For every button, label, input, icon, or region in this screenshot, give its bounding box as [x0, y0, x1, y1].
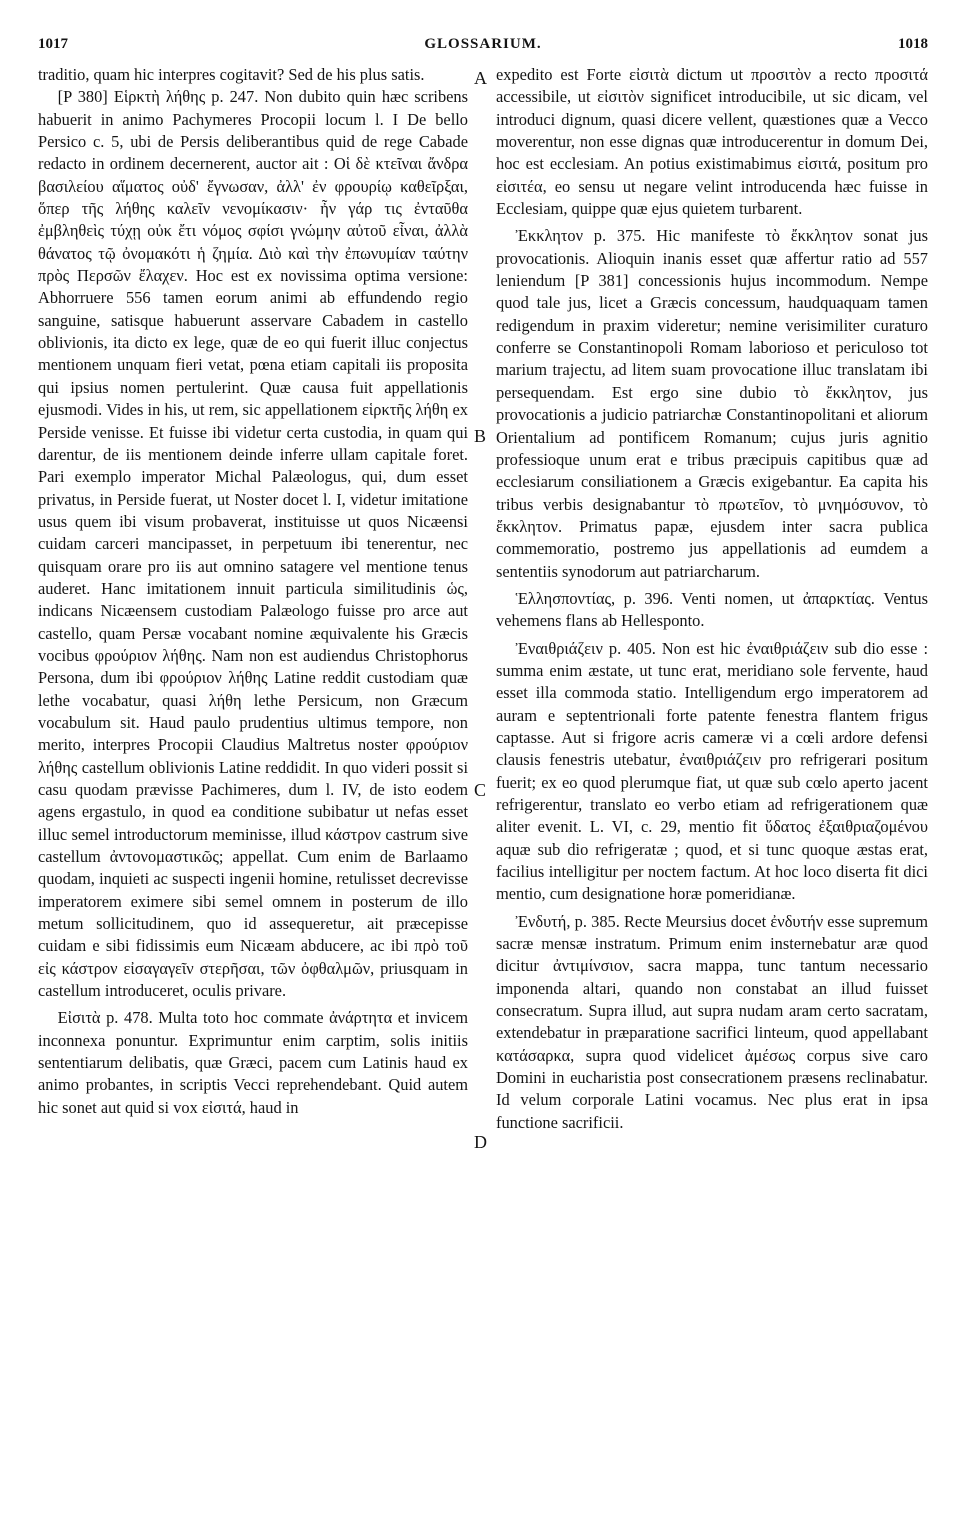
paragraph-continuation: traditio, quam hic interpres cogitavit? Sed de his plus satis.: [38, 65, 425, 84]
right-page-number: 1018: [898, 36, 928, 52]
running-title: GLOSSARIUM.: [424, 36, 542, 52]
margin-letter-b: B: [474, 426, 487, 446]
entry-eisita: Εἰσιτὰ p. 478. Multa toto hoc commate ἀνάρτητα et invicem inconnexa ponuntur. Exprimuntur enim carptim, solis initiis sententiarum delibatis, quæ Græci, pacem cum Latinis haud ex animo probantes, in scriptis Vecci reprehendebant. Quid autem hic sonet aut quid si vox εἰσιτά, haud in: [38, 1008, 468, 1117]
entry-ekkleton: Ἐκκλητον p. 375. Hic manifeste τὸ ἔκκλητον sonat jus provocationis. Alioquin inanis esset quæ affertur ratio ad 557 leniendum [P 381] concessionis hujus incommodum. Nempe quod tale jus, licet a Græcis concessum, haudquaquam tamen redigendum in praxim videretur; nemine verisimiliter curaturo conferre se Constantinopoli Romam laborioso et periculoso tot marium trajectu, ad litem suam provocatione illuc translatam ibi persequendam. Est ergo sine dubio τὸ ἔκκλητον, jus provocationis a judicio patriarchæ Constantinopolitani et aliorum Orientalium ad pontificem Romanum; cujus juris agnitio professioque unum erat e tribus præcipuis capitibus quæ ad ecclesiarum consiliationem a Græcis exigebantur. Ea capita his tribus verbis designabantur τὸ πρωτεῖον, τὸ μνημόσυνον, τὸ ἔκκλητον. Primatus papæ, ejusdem inter sacra publica commemoratio, postremo jus appellationis ad eumdem a sententiis synodorum aut patriarcharum.: [496, 226, 928, 581]
entry-endyte: Ἐνδυτή, p. 385. Recte Meursius docet ἐνδυτήν esse supremum sacræ mensæ instratum. Primum enim insternebatur aræ quod dicitur ἀντιμίνσιον, sacra mappa, tunc tantum necessario imponenda altari, quando non constabat an illud fuisset consecratum. Supra illud, aut supra nudam aram certo sacratam, extendebatur in præparatione sacrifici linteum, quod appellabant κατάσαρκα, supra quod videlicet ἀμέσως corpus sive caro Domini in eucharistia post consecrationem præsens reclinabatur. Id velum corporale Latini vocamus. Nec plus erat in ipsa functione sacrificii.: [496, 911, 928, 1132]
paragraph-continuation: expedito est Forte εἰσιτὰ dictum ut προσιτὸν a recto προσιτά accessibile, ut εἰσιτὸν significet introducibile, ut sic dicam, vel introduci dignum, quasi dicere vellent, quæstiones quæ a Vecco moverentur, non esse dignas quæ introducerentur in domum Dei, hoc est ecclesiam. An potius existimabimus εἰσιτά, positum pro εἰσιτέα, eo sensu ut negare velint introducenda hæc fuisse in Ecclesiam, quippe quæ ejus quietem turbarent.: [496, 65, 928, 219]
entry-hellespontias: Ἑλλησποντίας, p. 396. Venti nomen, ut ἀπαρκτίας. Ventus vehemens flans ab Hellesponto.: [496, 588, 928, 631]
page-header: [38, 36, 928, 60]
left-column: [38, 64, 468, 1119]
entry-enaithriazein: Ἐναιθριάζειν p. 405. Non est hic ἐναιθριάζειν sub dio esse : summa enim æstate, ut tunc erat, meridiano sole fervente, haud esset illa commoda statio. Intelligendum ergo imperatorem ad auram e septentrionali forte patente fenestra flantem frigus captasse. Aut si frigore acris cameræ vi a cœli ardore defensi clausis fenestris utebatur, ἐναιθριάζειν pro refrigerari positum fuerit; ex eo quod plerumque fiat, ut quæ sub cœlo aperto jacent refrigerentur, translato eo verbo etiam ad refrigerationem quæ aliter evenit. L. VI, c. 29, mentio fit ὕδατος ἐξαιθριαζομένου aquæ sub dio refrigeratæ ; quod, et si tunc quoque æstas erat, facilius intelligitur per noctem factum. At hoc loco diserta fit dici mentio, cum designatione horæ pomeridianæ.: [496, 638, 928, 904]
right-column: [496, 64, 928, 1134]
margin-letter-c: C: [474, 780, 487, 800]
left-page-number: 1017: [38, 36, 68, 52]
margin-section-letters: [468, 64, 496, 1484]
margin-letter-a: A: [474, 68, 487, 88]
entry-eirkte-lethes: [P 380] Εἱρκτὴ λήθης p. 247. Non dubito quin hæc scribens habuerit in animo Pachymeres Procopii locum l. I De bello Persico c. 5, ubi de Persis deliberantibus quid de rege Cabade redacto in ordinem decernerent, auctor ait : Οἱ δὲ κτεῖναι ἄνδρα βασιλείου αἵματος οὐδ' ἔγνωσαν, ἀλλ' ἐν φρουρίῳ καθεῖρξαι, ὅπερ τῆς λήθης καλεῖν νενομίκασιν· ἦν γάρ τις ἐνταῦθα ἐμβληθεὶς τύχῃ οὐκ ἔτι νόμος σφίσι γνώμην αὐτοῦ εἶναι, ἀλλὰ θάνατος τῷ ὀνομακότι ἡ ζημία. Διὸ καὶ τὴν ἐπωνυμίαν ταύτην πρὸς Περσῶν ἔλαχεν. Hoc est ex novissima optima versione: Abhorruere 556 tamen eorum animi ab effundendo regio sanguine, satisque habuerunt asservare Cabadem in castello oblivionis, ita dicto ex lege, quæ de eo qui fuerit illuc conjectus mentionem unquam fieri vetat, pœna etiam capitali iis proposita qui ipsius nomen pertulerint. Quæ causa fuit appellationis ejusmodi. Vides in his, ut rem, sic appellationem εἱρκτῆς λήθη ex Perside venisse. Et fuisse ibi videtur certa custodia, in quam qui darentur, de iis mentionem deinde inferre ullam capitale foret. Pari exemplo imperator Michal Palæologus, qui, dum esset privatus, in Perside fuerat, ut Noster docet l. I, videtur imitatione usus quem ibi visum probaverat, instituisse ut quos Nicæensi cuidam carceri mancipasset, in perpetuum ibi tenerentur, nec quisquam orare pro iis aut omnino satagere vel mentione tenus auderet. Hanc imitationem innuit particula similitudinis ὡς, indicans Nicæensem custodiam Palæologo fuisse pro arce aut castello, quam Persæ vocabant nomine æquivalente his Græcis vocibus φρούριον λήθης. Nam non est audiendus Christophorus Persona, dum ibi φρούριον λήθης Latine reddit custodiam quæ lethe vocabatur, quasi λήθη lethe Persicum, non Græcum vocabulum sit. Haud paulo prudentius ultimus tempore, non merito, interpres Procopii Claudius Maltretus noster φρούριον λήθης castellum oblivionis Latine reddidit. In quo videri possit si casu quodam prævisse Pachimeres, dum l. IV, de isto eodem agens ergastulo, in quod ea conditione subibatur ut nefas esset illuc semel introductorum meminisse, illud κάστρον castrum sive castellum ἀντονομαστικῶς; appellat. Cum enim de Barlaamo quodam, inquieti ac suspecti ingenii homine, retulisset decrevisse imperatorem eximere sibi semel omnem in posterum de illo metum sollicitudinem, quo id assequeretur, ait præcepisse cuidam e sibi fidissimis eum Nicæam abducere, ac ibi πρὸ τοῦ εἰς κάστρον εἰσαγαγεῖν στερῆσαι, τῶν ὀφθαλμῶν, priusquam in castellum introduceret, oculis privare.: [38, 87, 468, 1001]
margin-letter-d: D: [474, 1132, 487, 1152]
